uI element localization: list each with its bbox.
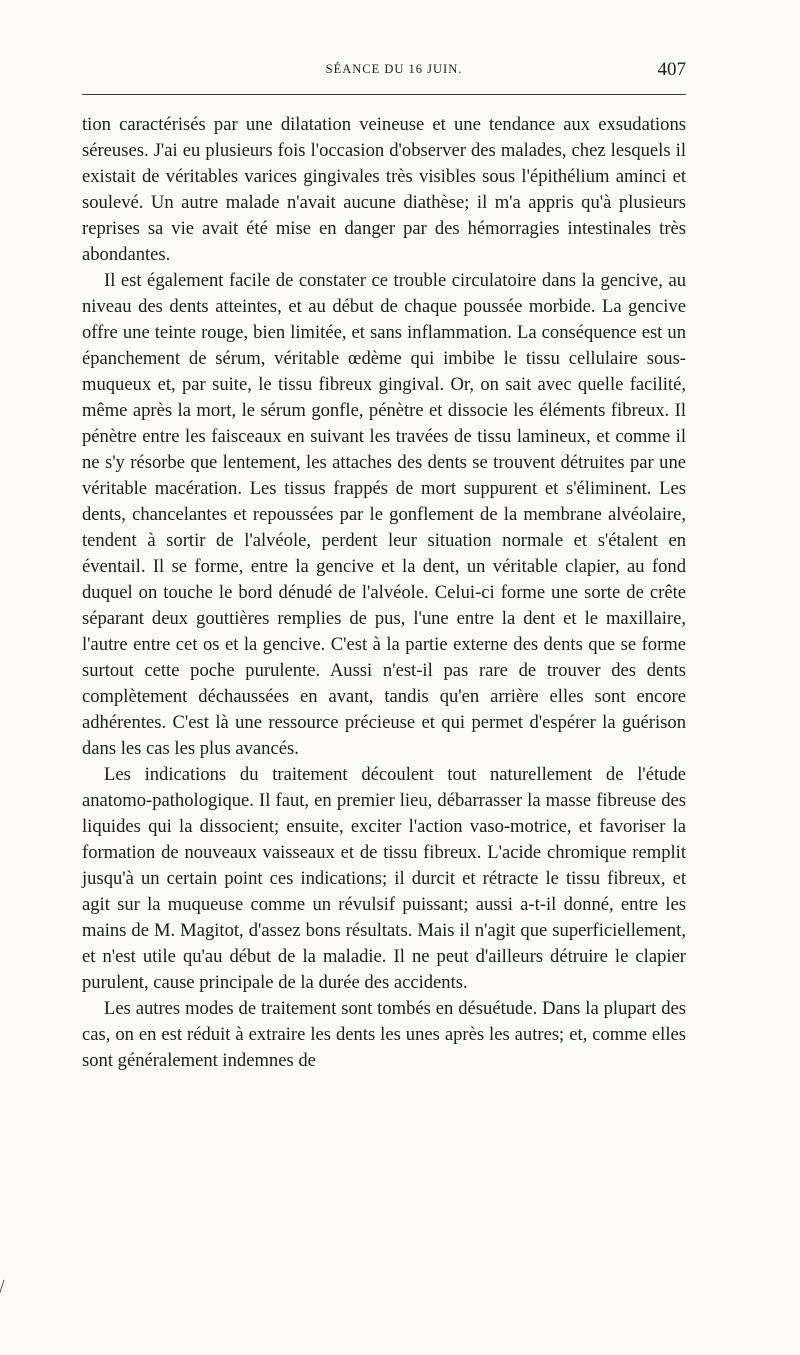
margin-pen-mark bbox=[0, 1280, 8, 1302]
running-head: SÉANCE DU 16 JUIN. bbox=[325, 62, 463, 76]
page-header bbox=[82, 59, 686, 82]
paragraph: Les autres modes de traitement sont tombés en désuétude. Dans la plupart des cas, on en est réduit à extraire les dents les unes après les autres; et, comme elles sont généralement indemnes de bbox=[82, 998, 686, 1071]
page-number: 407 bbox=[657, 59, 686, 80]
header-rule bbox=[82, 94, 686, 95]
paragraph: Il est également facile de constater ce trouble circulatoire dans la gencive, au niveau des dents atteintes, et au début de chaque poussée morbide. La gencive offre une teinte rouge, bien limitée, et sans inflammation. La conséquence est un épanchement de sérum, véritable œdème qui imbibe le tissu cellulaire sous-muqueux et, par suite, le tissu fibreux gingival. Or, on sait avec quelle facilité, même après la mort, le sérum gonfle, pénètre et dissocie les éléments fibreux. Il pénètre entre les faisceaux en suivant les travées de tissu lamineux, et comme il ne s'y résorbe que lentement, les attaches des dents se trouvent détruites par une véritable macération. Les tissus frappés de mort suppurent et s'éliminent. Les dents, chancelantes et repoussées par le gonflement de la membrane alvéolaire, tendent à sortir de l'alvéole, perdent leur situation normale et s'étalent en éventail. Il se forme, entre la gencive et la dent, un véritable clapier, au fond duquel on touche le bord dénudé de l'alvéole. Celui-ci forme une sorte de crête séparant deux gouttières remplies de pus, l'une entre la dent et le maxillaire, l'autre entre cet os et la gencive. C'est à la partie externe des dents que se forme surtout cette poche purulente. Aussi n'est-il pas rare de trouver des dents complètement déchaussées en avant, tandis qu'en arrière elles sont encore adhérentes. C'est là une ressource précieuse et qui permet d'espérer la guérison dans les cas les plus avancés. bbox=[82, 270, 686, 759]
body-text bbox=[82, 112, 686, 1074]
paragraph-continuation: tion caractérisés par une dilatation veineuse et une tendance aux exsudations séreuses. J'ai eu plusieurs fois l'occasion d'observer des malades, chez lesquels il existait de véritables varices gingivales très visibles sous l'épithélium aminci et soulevé. Un autre malade n'avait aucune diathèse; il m'a appris qu'à plusieurs reprises sa vie avait été mise en danger par des hémorragies intestinales très abondantes. bbox=[82, 114, 686, 265]
paragraph: Les indications du traitement découlent tout naturellement de l'étude anatomo-pathologique. Il faut, en premier lieu, débarrasser la masse fibreuse des liquides qui la dissocient; ensuite, exciter l'action vaso-motrice, et favoriser la formation de nouveaux vaisseaux et de tissu fibreux. L'acide chromique remplit jusqu'à un certain point ces indications; il durcit et rétracte le tissu fibreux, et agit sur la muqueuse comme un révulsif puissant; aussi a-t-il donné, entre les mains de M. Magitot, d'assez bons résultats. Mais il n'agit que superficiellement, et n'est utile qu'au début de la maladie. Il ne peut d'ailleurs détruire le clapier purulent, cause principale de la durée des accidents. bbox=[82, 764, 686, 993]
